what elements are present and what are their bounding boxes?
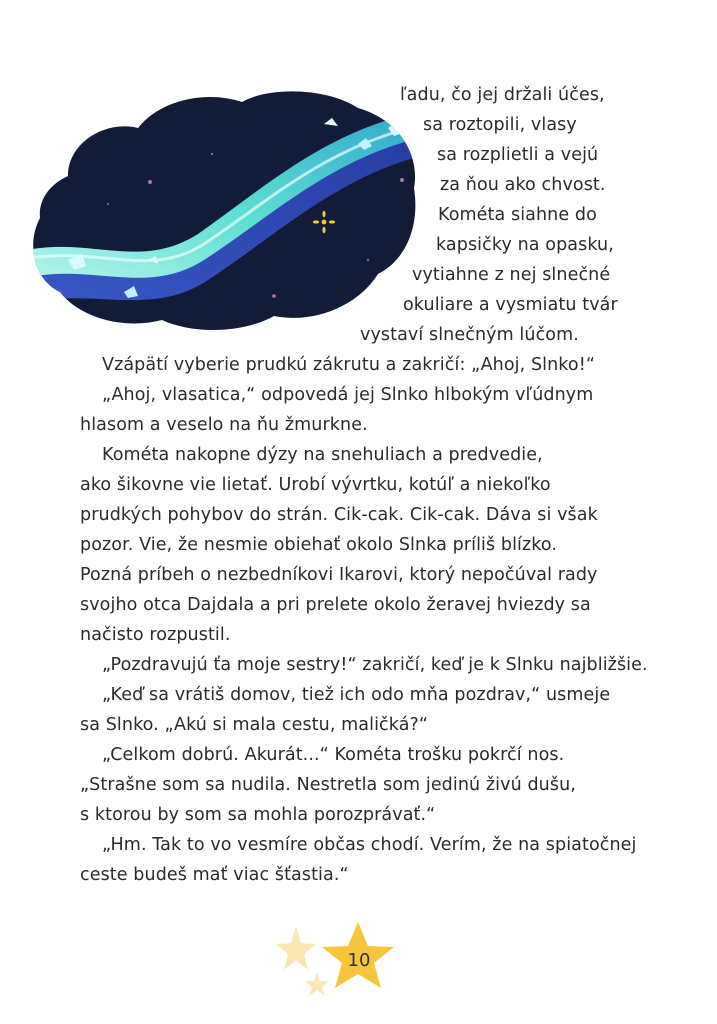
text-line: Kométa nakopne dýzy na snehuliach a predvedie, — [102, 445, 543, 465]
page-number: 10 — [347, 950, 371, 971]
pale-star-icon — [276, 926, 316, 970]
text-line: vystaví slnečným lúčom. — [360, 325, 579, 345]
text-line: Pozná príbeh o nezbedníkovi Ikarovi, ktorý nepočúval rady — [80, 565, 598, 585]
text-line: vytiahne z nej slnečné — [412, 265, 611, 285]
text-line: s ktorou by som sa mohla porozprávať.“ — [80, 805, 436, 825]
text-line: svojho otca Dajdala a pri prelete okolo žeravej hviezdy sa — [80, 595, 591, 615]
text-line: „Ahoj, vlasatica,“ odpovedá jej Slnko hlbokým vľúdnym — [102, 385, 594, 405]
small-pale-star-icon — [305, 972, 329, 996]
text-line: Kométa siahne do — [438, 205, 597, 225]
text-line: prudkých pohybov do strán. Cik-cak. Cik-cak. Dáva si však — [80, 505, 598, 525]
text-line: sa rozplietli a vejú — [437, 145, 599, 165]
text-line: „Keď sa vrátiš domov, tiež ich odo mňa pozdrav,“ usmeje — [102, 685, 611, 705]
text-line: hlasom a veselo na ňu žmurkne. — [80, 415, 368, 435]
text-line: pozor. Vie, že nesmie obiehať okolo Slnka príliš blízko. — [80, 535, 558, 555]
text-line: sa Slnko. „Akú si mala cestu, maličká?“ — [80, 715, 429, 735]
text-line: „Strašne som sa nudila. Nestretla som jedinú živú dušu, — [80, 775, 576, 795]
text-line: za ňou ako chvost. — [440, 175, 606, 195]
text-line: Vzápätí vyberie prudkú zákrutu a zakričí: „Ahoj, Slnko!“ — [102, 355, 596, 375]
text-line: okuliare a vysmiatu tvár — [403, 295, 618, 315]
comet-space-illustration — [28, 84, 420, 336]
text-line: „Hm. Tak to vo vesmíre občas chodí. Verím, že na spiatočnej — [102, 835, 637, 855]
text-line: kapsičky na opasku, — [436, 235, 614, 255]
text-line: sa roztopili, vlasy — [423, 115, 577, 135]
text-line: ceste budeš mať viac šťastia.“ — [80, 865, 349, 885]
text-line: načisto rozpustil. — [80, 625, 231, 645]
text-line: „Celkom dobrú. Akurát...“ Kométa trošku pokrčí nos. — [102, 745, 565, 765]
text-line: „Pozdravujú ťa moje sestry!“ zakričí, keď je k Slnku najbližšie. — [102, 655, 648, 675]
text-line: ľadu, čo jej držali účes, — [400, 85, 605, 105]
text-line: ako šikovne vie lietať. Urobí vývrtku, kotúľ a niekoľko — [80, 475, 551, 495]
